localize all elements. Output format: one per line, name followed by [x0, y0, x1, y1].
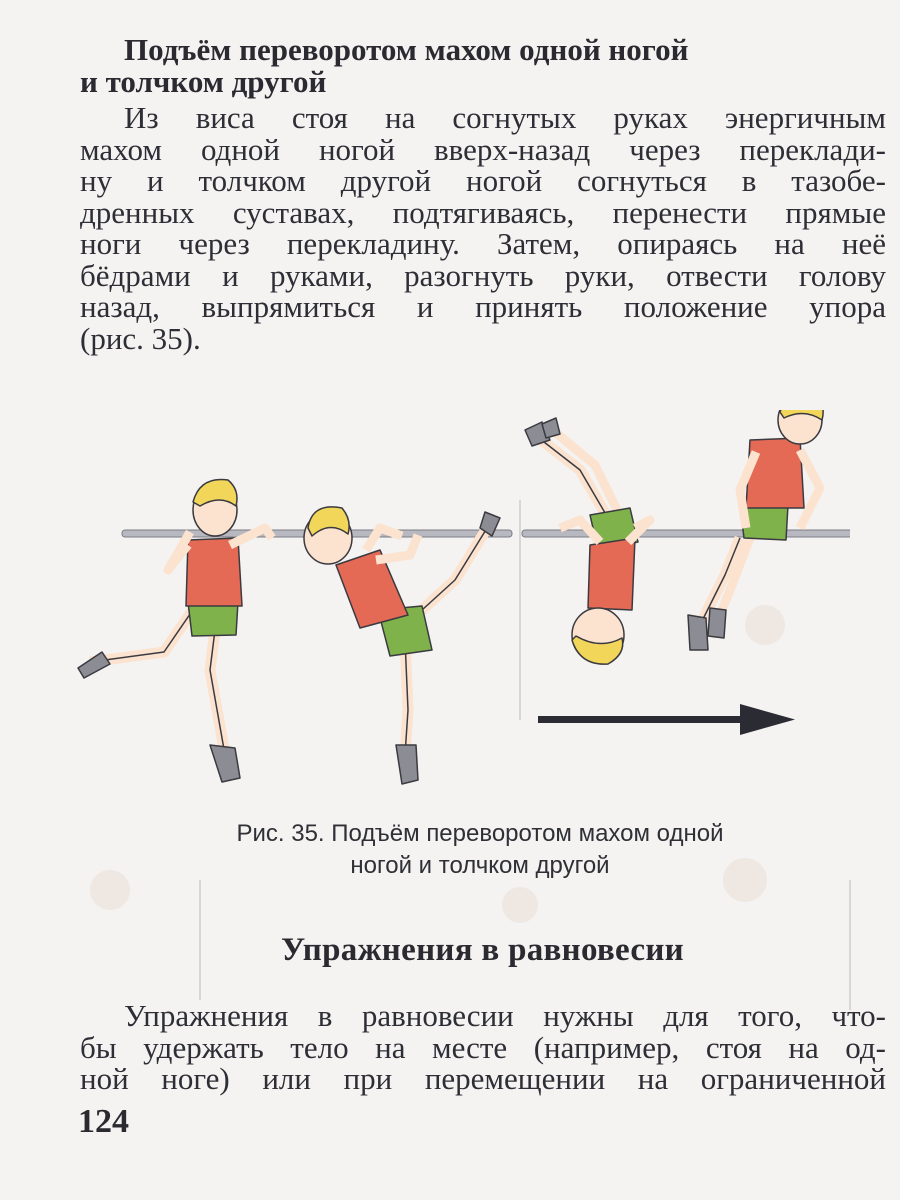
- caption-line-2: ногой и толчком другой: [350, 852, 610, 879]
- direction-arrow-icon: [538, 704, 795, 735]
- paragraph-line: Упражнения в равновесии нужны для того, что-: [124, 998, 886, 1033]
- paragraph-line: Из виса стоя на согнутых руках энергичным: [124, 100, 886, 135]
- page-number: 124: [78, 1103, 129, 1140]
- paragraph-line: махом одной ногой вверх-назад через переклади-: [80, 131, 886, 167]
- paragraph-line: ну и толчком другой ногой согнуться в тазобе-: [80, 163, 886, 198]
- balance-exercises-paragraph: [80, 1000, 886, 1095]
- paragraph-line: бёдрами и руками, разогнуть руки, отвести голову: [80, 257, 886, 293]
- paragraph-line: (рис. 35).: [80, 320, 201, 356]
- heading-line-1: Подъём переворотом махом одной ногой: [124, 32, 689, 67]
- subsection-heading: [80, 34, 860, 98]
- figure-caption: [120, 818, 840, 882]
- gymnast-phase-1: [78, 479, 272, 782]
- heading-line-2: и толчком другой: [80, 64, 327, 99]
- gymnast-phase-3: [525, 418, 650, 664]
- paragraph-line: ноги через перекладину. Затем, опираясь на неё: [80, 226, 886, 261]
- paragraph-line: назад, выпрямиться и принять положение упора: [80, 289, 886, 324]
- paragraph-line: ной ноге) или при перемещении на ограниченной: [80, 1061, 886, 1096]
- paragraph-line: бы удержать тело на месте (например, стоя на од-: [80, 1029, 886, 1065]
- gymnast-phase-2: [304, 507, 500, 784]
- paragraph-line: дренных суставах, подтягиваясь, перенести прямые: [80, 194, 886, 230]
- exercise-description: [80, 102, 886, 354]
- figure-35-illustration: [60, 410, 850, 795]
- section-heading: Упражнения в равновесии: [281, 932, 684, 968]
- caption-line-1: Рис. 35. Подъём переворотом махом одной: [236, 820, 724, 847]
